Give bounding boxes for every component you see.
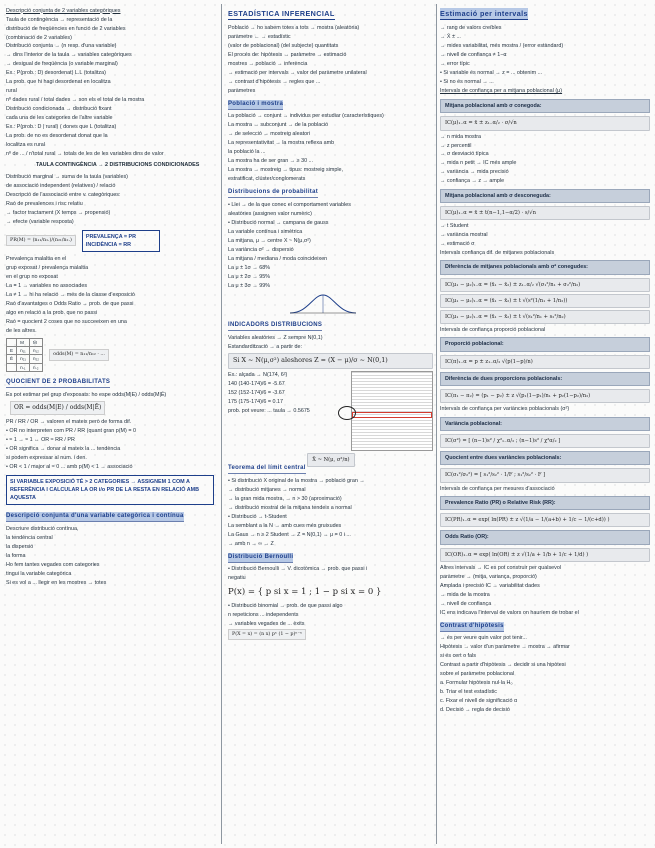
text-line: Prevalença malaltia en el [6,256,67,263]
section-title: ESTADÍSTICA INFERENCIAL [228,8,335,20]
text-line: El procés de: hipòtesis → paràmetre → estimació [228,51,347,58]
unknown-sigma-box: Mitjana poblacional amb σ desconeguda: [440,189,650,203]
text-block-i [440,564,650,617]
text-line: → variància mostral [440,232,488,239]
bernoulli-formula: P(x) = { p si x = 1 ; 1 − p si x = 0 } [228,586,382,597]
text-line: → dins l'interior de la taula → variables categòriques [6,52,132,59]
text-line: Altres intervals → IC es pot construir per qualsevol [440,564,562,571]
text-line: (combinació de 2 variables) [6,34,72,41]
text-line: Ex.: P(prob.: D | rural) ( dones que L (totalitza) [6,124,117,131]
text-line: La variable contínua i simètrica [228,228,303,235]
text-line: → variables vegades de ... èxits [228,620,305,627]
text-line: Raó de prevalences i risc relatiu [6,200,83,207]
text-line: La mitjana / mediana / moda coincideixen [228,255,328,262]
example-row: 140 (140-174)/6 = -5.67 [228,381,285,388]
heading-distributions: Distribucions de probabilitat [228,188,318,198]
variance-box: Variància poblacional: [440,417,650,431]
text-line: → estimació per intervals → valor del paràmetre unilateral [228,69,367,76]
text-line: La mostra → subconjunt → de la població [228,122,329,129]
text-line: si podem expressar al num. i den. [6,455,87,462]
text-line: c. Fixar el nivell de significació α [440,698,518,705]
ci-formula-2: IC(μ)₁₋α = x̄ ± t(n−1,1−α/2) · s/√n [440,206,650,220]
heading-population: Població i mostra [228,100,283,110]
ci-formula-10: IC(PR)₁₋α = exp( ln(PR) ± z √(1/a − 1/(a+b) + 1/c − 1/(c+d)) ) [440,513,650,527]
text-line: si és cert o fals [440,653,476,660]
text-block-f [228,565,433,582]
section-title: Descripció conjunta de 2 variables categòriques [6,7,121,14]
text-block-a [228,24,433,95]
text-line: • Distribució normal → campana de gauss [228,219,329,226]
odds-table [6,338,43,371]
text-block-e [228,477,433,548]
text-line: • OR no interpreten com PR / RR (quant gran p(M) = 0 [6,428,136,435]
text-line: paràmetre → (mitja, variança, proporció) [440,573,537,580]
ci-formula-11: IC(OR)₁₋α = exp( ln(OR) ± z √(1/a + 1/b + 1/c + 1/d) ) [440,548,650,562]
text-line: → de selecció → mostreig aleatori [228,131,311,138]
ci-formula-6: IC(π)₁₋α = p ± z₁₋α/₂ √(p(1−p)/n) [440,355,650,369]
text-line: Taula de contingència → representació de la [6,16,113,23]
ci-formula-1: IC(μ)₁₋α = x̄ ± z₁₋α/₂ · σ/√n [440,116,650,130]
text-line: sobre el paràmetre poblacional [440,671,515,678]
text-line: • Si variable és normal → z = ... obtenim ... [440,69,543,76]
pr-rr-box: Prevalence Ratio (PR) o Relative Risk (RR): [440,496,650,510]
text-line: distribució de freqüències en funció de 2 variables [6,25,126,32]
text-line: Amplada i precisió IC → variabilitat dades [440,582,540,589]
text-line: → efecte (variable resposta) [6,218,74,225]
text-line: d. Decisió → regla de decisió [440,707,510,714]
heading-quotient: QUOCIENT DE 2 PROBABILITATS [6,378,110,388]
text-line: La μ ± 2σ → 95% [228,273,271,280]
ci-formula-8: IC(σ²) = [ (n−1)s² / χ²₁₋α/₂ ; (n−1)s² / χ²α/₂ ] [440,434,650,448]
text-line: • ≈ 1 → ≈ 1 ↔ OR ≈ RR / PR [6,437,75,444]
text-line: La mostra → mostreig → tipus: mostreig simple, [228,167,344,174]
diff-means-box: Diferència de mitjanes poblacionals amb σ² conegudes: [440,260,650,274]
text-line: → és per veure quin valor pot tenir... [440,635,527,642]
text-line: → σ desviació típica [440,151,489,158]
text-line: La mitjana, μ → centre X ~ N(μ,σ²) [228,237,311,244]
text-block-g [440,405,650,413]
text-block-d [440,222,650,248]
text-line: la tendència central [6,534,53,541]
text-line: La prob. que hi hagi desordenat en localitza [6,79,111,86]
text-line: a. Formular hipòtesis nul·la H₀ [440,680,513,687]
text-line: La μ ± 3σ → 99% [228,282,271,289]
binomial-formula: P(X = x) = (n x) pˣ (1 − p)ⁿ⁻ˣ [228,629,306,640]
text-block-j [440,634,650,714]
proportion-box: Proporció poblacional: [440,337,650,351]
text-line: → rang de valors creïbles [440,24,502,31]
text-block-b [6,105,214,158]
text-line: • Llei → de la que conec el comportament variables [228,202,351,209]
text-line: Descriure distribució contínua, [6,525,79,532]
text-line: nº dades rural / total dades → son els el total de la mostra [6,97,145,104]
normal-curve-icon [288,293,358,315]
heading-hypothesis: Contrast d'hipòtesis [440,622,504,632]
text-block-c [440,133,650,186]
text-line: IC ens indicava l'interval de valors on hauríem de trobar el [440,609,579,616]
text-line: de associació independent (relatives) / relació [6,182,116,189]
text-line: Intervals de confiança per variàncies poblacionals (σ²) [440,406,570,413]
text-line: → t Student [440,223,469,230]
text-line: Hipòtesis → valor d'un paràmetre → mostra → afirmar [440,644,570,651]
ci-formula-7: IC(π₁ − π₂) = (p₁ − p₂) ± z √(p₁(1−p₁)/n₁ + p₂(1−p₂)/n₂) [440,389,650,403]
text-line: → desigual de freqüència (o variable marginal) [6,61,118,68]
text-line: → mida de la mostra [440,591,490,598]
text-line: la població la ... [228,149,266,156]
or-box: Odds Ratio (OR): [440,530,650,544]
text-line: tingui la variable categòrica [6,570,72,577]
z-table-image [351,371,433,451]
text-line: grup exposat / prevalença malaltia [6,265,89,272]
text-line: la forma [6,552,26,559]
text-line: paràmetre ← → estadístic [228,33,291,40]
text-line: → mida n petit → IC més ample [440,160,517,167]
heading-tlc: Teorema del límit central [228,464,306,474]
odds-table-row: n.₁ n.₂ [7,363,43,371]
text-line: la dispersió [6,543,34,550]
text-line: aleatòries (assignen valor numèric) [228,211,312,217]
text-block-d [6,255,214,299]
text-line: • OR < 1 / major al ≈ 0 ... amb p(M) < 1 → associació [6,464,133,471]
text-line: Intervals de confiança per a mitjana poblacional (μ) [440,88,563,95]
text-line: → factor tractament (X temps → propensió) [6,209,111,216]
column-middle [228,6,433,844]
text-block-g [228,602,433,628]
heading-indicators: INDICADORS DISTRIBUCIONS [228,321,322,331]
text-line: • Distribució → t-Student [228,513,287,520]
text-line: de les altres. [6,328,37,335]
text-line: • Distribució binomial → prob. de que passi algo [228,602,343,609]
text-line: Estandardització → a partir de: [228,343,303,350]
heading-bernoulli: Distribució Bernoulli [228,553,293,563]
text-line: → error típic [440,60,470,67]
text-line: paràmetres [228,87,256,94]
pr-formula: PR(M) = (n₁₁/n₁.)/(n₂₁/n₂.) [6,235,76,246]
text-line: La = 1 → variables no associades [6,283,88,290]
text-line: La prob. de no es desordenat donat que la [6,133,108,140]
text-line: (valor de poblacional) (del subjecte) quantitats [228,42,339,49]
tlc-formula: X̄ ~ N(μ, σ²/n) [307,453,354,467]
example-line: Ex.: alçada → N(174, 6²) [228,372,288,379]
text-line: Intervals de confiança proporció poblacional [440,327,546,334]
ci-formula-9: IC(σ₁²/σ₂²) = [ s₁²/s₂² · 1/F ; s₁²/s₂² · F ] [440,468,650,482]
text-block-a [6,16,214,105]
text-block-e [6,300,214,335]
text-line: Raó d'avantatges o Odds Ratio → prob. de que passi [6,301,134,308]
text-line: mostres → població → inferència [228,60,308,67]
column-left [6,6,214,844]
text-line: → contrast d'hipòtesis → regles que ... [228,78,321,85]
column-right [440,6,650,844]
text-line: → nivell de confiança [440,600,492,607]
text-block-c [6,173,214,226]
odds-line: Es pot estimar pel grup d'exposats: ho espe odds(M|E) / odds(M|Ē) [6,391,167,398]
text-line: Distribució conjunta → (n resp. d'una variable) [6,43,117,50]
subtitle-contingency: TAULA CONTINGÈNCIA → 2 DISTRIBUCIONS CONDICIONADES [36,162,200,169]
text-line: Intervals confiança dif. de mitjanes poblacionals [440,250,555,257]
highlight-row [352,412,432,418]
text-line: Si es vol a ... llegir en les mostres → totes [6,579,107,586]
or-big-formula: OR = odds(M|E) / odds(M|Ē) [10,401,105,414]
text-line: Contrast a partir d'hipòtesis → decidir si una hipòtesi [440,662,566,669]
text-line: cada una de les categories de l'altre variable [6,115,113,122]
variance-ratio-box: Quocient entre dues variàncies poblacionals: [440,451,650,465]
text-line: → confiança → z → ample [440,178,505,185]
text-block-f [440,326,650,334]
prevalence-box: PREVALENÇA = PR INCIDÈNCIA = RR [82,230,160,252]
text-line: → X̄ ± ... [440,33,461,40]
text-line: → amb n → ∞ → Z [228,540,274,547]
text-line: rural [6,88,17,95]
text-block-h [440,485,650,493]
text-line: Ex.: P(prob.: D) desordenat) L.L (totalitza) [6,70,106,77]
text-line: Distribució marginal → suma de la taula (variables) [6,173,128,180]
text-line: algo en relació a la prob. que no passi [6,310,98,317]
text-line: → distribució mitjanes → normal [228,486,306,493]
text-block-a [440,24,650,86]
ci-formula-5: IC(μ₁ − μ₂)₁₋α = (x̄₁ − x̄₂) ± t √(s₁²/n₁ + s₂²/n₂) [440,310,650,324]
text-line: b. Triar el test estadístic [440,689,497,696]
text-block-b [440,87,650,97]
text-line: La representativitat → la mostra reflexa amb [228,140,335,147]
text-line: → n mida mostra [440,133,482,140]
text-line: Població → ho sabem totes a tots → mostra (aleatòria) [228,24,360,31]
text-line: → distribució mostral de la mitjana tendeix a normal [228,504,352,511]
odds-table-row: E n₁₁ n₁₂ [7,347,43,355]
text-line: Raó = quocient 2 coses que no succeeixen en una [6,319,127,326]
text-line: La μ ± 1σ → 68% [228,264,271,271]
text-line: en el grup no exposat [6,274,58,281]
text-line: La població → conjunt → individus per estudiar (característiques) [228,113,384,120]
text-line: estratificat, clúster/conglomerats [228,176,306,183]
example-note: prob. pot veure: ... taula → 0.5675 [228,408,310,415]
text-line: Variables aleatòries → Z sempre N(0,1) [228,334,323,341]
column-divider [436,4,437,844]
text-block-g [6,525,214,587]
odds-table-head: M M̄ [7,339,43,347]
text-line: Distribució condicionada → distribució fixant [6,106,112,113]
text-block-b [228,112,433,183]
text-line: → variància → mida precisió [440,169,509,176]
text-line: La Gaus → n ≥ 2 Student → Z = N(0,1) → μ = 0 i ... [228,531,351,538]
text-line: PR / RR / OR → valoren el mateix però de forma dif. [6,419,132,426]
text-line: La ≠ 1 → hi ha relació → més de la classe d'exposició [6,292,135,299]
known-sigma-box: Mitjana poblacional amb σ conegoda: [440,99,650,113]
section-title: Estimació per intervals [440,8,528,20]
circle-mark [338,406,356,420]
text-block-d [228,334,433,351]
example-row: 175 (175-174)/6 = 0.17 [228,399,284,406]
text-line: • Si no és normal → ... [440,78,494,85]
text-line: → z percentil [440,142,472,149]
text-line: Descripció de l'associació entre v. categòriques: [6,191,121,198]
text-line: • Si distribució X original de la mostra → població gran → [228,477,365,484]
text-line: Intervals de confiança per mesures d'associació [440,485,555,492]
example-row: 152 (152-174)/6 = -3.67 [228,390,285,397]
text-block-f [6,418,214,471]
z-formula-box: Si X ~ N(μ,σ²) aleshores Z = (X − μ)/σ ~ N(0,1) [228,353,433,369]
text-line: La mostra ha de ser gran → ≥ 30 ... [228,158,314,165]
text-line: • OR significa → donar al mateix la ... tendència [6,446,121,453]
text-line: La semblant a la N → amb cues més gruixudes [228,522,342,529]
text-block-e [440,249,650,257]
text-line: → la gran mida mostra, → n > 30 (aproximació) [228,495,342,502]
text-line: nº de ... / n'total rural → totals de les de les variables dins de valor [6,151,164,158]
reference-box: SI VARIABLE EXPOSICIÓ TÉ > 2 CATEGORIES → ASSIGNEM 1 COM A REFERÈNCIA I CALCULAR LA OR i/o PR DE LA RESTA EN RELACIÓ AMB AQUESTA [6,475,214,505]
text-line: → estimació σ [440,241,475,248]
text-line: → mides variabilitat, més mostra / (error estàndard) [440,42,564,49]
ci-formula-4: IC(μ₁ − μ₂)₁₋α = (x̄₁ − x̄₂) ± t √(s²(1/n₁ + 1/n₂)) [440,294,650,308]
text-line: → nivell de confiança ≠ 1−α [440,51,507,58]
text-line: negatiu [228,575,246,582]
text-line: Ho fem tantes vegades com categories [6,561,100,568]
or-formula: odds(M) = n₁₁/n₁₂ · ... [49,349,109,360]
text-block-c [228,200,433,290]
text-line: n repeticions ... independents [228,611,299,618]
diff-proportions-box: Diferència de dues proporcions poblacionals: [440,372,650,386]
heading-continuous: Descripció conjunta d'una variable categòrica i contínua [6,512,184,522]
column-divider [221,4,222,844]
text-line: La variància σ² → dispersió [228,246,294,253]
text-line: localitza es rural [6,142,45,149]
ci-formula-3: IC(μ₁ − μ₂)₁₋α = (x̄₁ − x̄₂) ± z₁₋α/₂ √(σ₁²/n₁ + σ₂²/n₂) [440,278,650,292]
text-line: • Distribució Bernoulli → V. dicotòmica → prob. que passi i [228,566,368,573]
odds-table-row: Ē n₂₁ n₂₂ [7,355,43,363]
